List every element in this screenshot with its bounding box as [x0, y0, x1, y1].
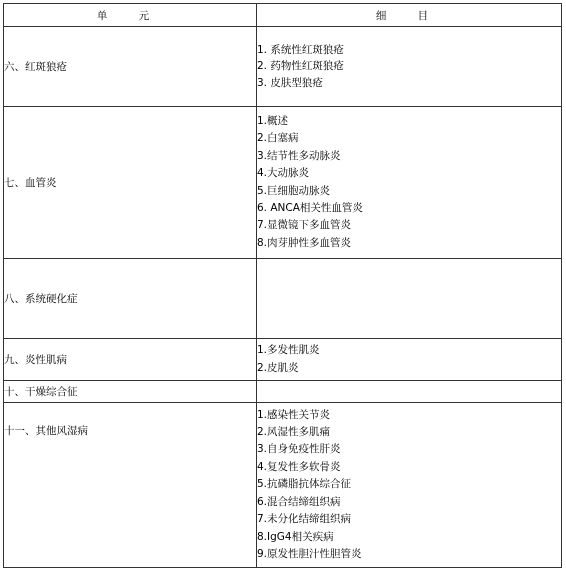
list-item: 4.复发性多软骨炎 [257, 460, 341, 473]
list-item: 5.巨细胞动脉炎 [257, 184, 331, 197]
detail-list [257, 342, 561, 377]
list-item: 3.自身免疫性肝炎 [257, 443, 341, 456]
list-item: 6. ANCA相关性血管炎 [257, 201, 363, 214]
detail-list [257, 407, 561, 564]
detail-column-header: 细 目 [257, 4, 562, 27]
list-item: 2.白塞病 [257, 132, 299, 145]
table-row [4, 27, 562, 107]
syllabus-table [3, 3, 562, 568]
detail-cell [257, 339, 562, 381]
list-item: 1.概述 [257, 114, 289, 127]
detail-list [257, 42, 561, 91]
list-item: 3. 皮肤型狼疮 [257, 76, 323, 89]
table-row [4, 107, 562, 259]
unit-cell: 十、干燥综合征 [4, 381, 257, 403]
unit-cell: 七、血管炎 [4, 107, 257, 259]
list-item: 1.感染性关节炎 [257, 408, 331, 421]
list-item: 5.抗磷脂抗体综合征 [257, 478, 352, 491]
list-item: 7.未分化结缔组织病 [257, 513, 352, 526]
list-item: 6.混合结缔组织病 [257, 495, 341, 508]
list-item: 2.风湿性多肌痛 [257, 426, 331, 439]
detail-cell [257, 403, 562, 568]
table-row [4, 339, 562, 381]
list-item: 9.原发性胆汁性胆管炎 [257, 547, 362, 560]
list-item: 8.IgG4相关疾病 [257, 530, 334, 543]
list-item: 2.皮肌炎 [257, 361, 299, 374]
list-item: 2. 药物性红斑狼疮 [257, 60, 344, 73]
list-item: 8.肉芽肿性多血管炎 [257, 236, 352, 249]
table-row [4, 259, 562, 339]
unit-cell: 十一、其他风湿病 [4, 403, 257, 568]
table-header-row [4, 4, 562, 27]
detail-list [257, 113, 561, 252]
detail-cell [257, 259, 562, 339]
unit-cell: 六、红斑狼疮 [4, 27, 257, 107]
unit-cell: 九、炎性肌病 [4, 339, 257, 381]
detail-cell [257, 27, 562, 107]
list-item: 7.显微镜下多血管炎 [257, 219, 352, 232]
list-item: 3.结节性多动脉炎 [257, 149, 341, 162]
unit-cell: 八、系统硬化症 [4, 259, 257, 339]
unit-column-header: 单 元 [4, 4, 257, 27]
list-item: 1. 系统性红斑狼疮 [257, 44, 344, 57]
table-row [4, 403, 562, 568]
list-item: 1.多发性肌炎 [257, 344, 320, 357]
list-item: 4.大动脉炎 [257, 167, 310, 180]
detail-cell [257, 381, 562, 403]
table-row [4, 381, 562, 403]
detail-cell [257, 107, 562, 259]
